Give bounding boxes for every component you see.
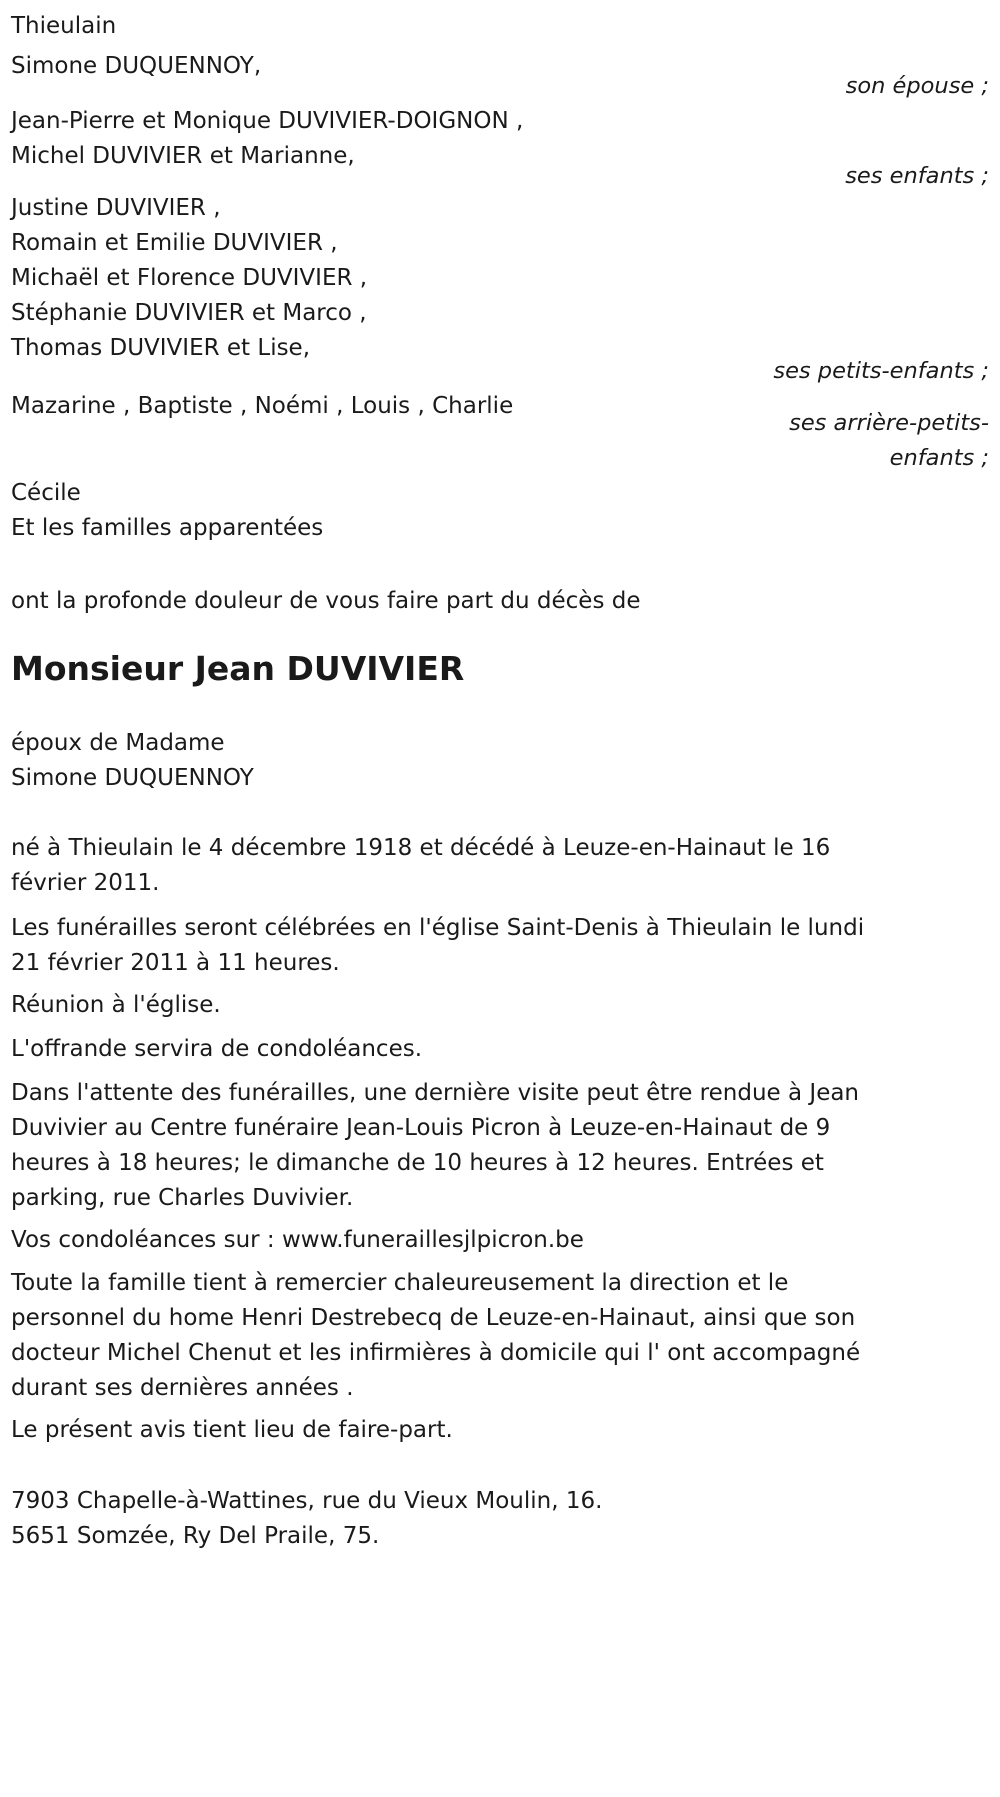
list-item: Michel DUVIVIER et Marianne, — [11, 143, 355, 169]
village-text: Thieulain — [11, 13, 117, 39]
list-item: Thomas DUVIVIER et Lise, — [11, 335, 311, 361]
list-item: Stéphanie DUVIVIER et Marco , — [11, 300, 367, 326]
announcement-text: ont la profonde douleur de vous faire part du décès de — [11, 588, 641, 614]
spouse-role: son épouse ; — [845, 73, 989, 99]
meeting-paragraph: Réunion à l'église. — [11, 992, 221, 1018]
grandchildren-role: ses petits-enfants ; — [773, 358, 989, 384]
offering-paragraph: L'offrande servira de condoléances. — [11, 1036, 423, 1062]
children-role: ses enfants ; — [845, 163, 989, 189]
condolences-paragraph: Vos condoléances sur : www.funeraillesjlpicron.be — [11, 1227, 584, 1253]
list-item: Jean-Pierre et Monique DUVIVIER-DOIGNON , — [11, 108, 524, 134]
addresses — [11, 1484, 891, 1554]
spouse-of-line: Simone DUQUENNOY — [11, 765, 254, 791]
visitation-paragraph: Dans l'attente des funérailles, une dernière visite peut être rendue à Jean Duvivier au Centre funéraire Jean-Louis Picron à Leuze-en-Hainaut de 9 heures à 18 heures; le dimanche de 10 heures à 12 heures. Entrées et parking, rue Charles Duvivier. — [11, 1080, 860, 1211]
list-item: Justine DUVIVIER , — [11, 195, 221, 221]
list-item: Cécile — [11, 480, 81, 506]
thanks-paragraph: Toute la famille tient à remercier chaleureusement la direction et le personnel du home Henri Destrebecq de Leuze-en-Hainaut, ainsi que son docteur Michel Chenut et les infirmières à domicile qui l' ont accompagné durant ses dernières années . — [11, 1270, 861, 1401]
birth-death-paragraph: né à Thieulain le 4 décembre 1918 et décédé à Leuze-en-Hainaut le 16 février 2011. — [11, 835, 831, 896]
great-grandchildren-role-line2: enfants ; — [889, 445, 989, 471]
list-item: Romain et Emilie DUVIVIER , — [11, 230, 338, 256]
grandchildren-list — [11, 191, 891, 366]
announcement — [11, 581, 891, 621]
other-relatives — [11, 476, 891, 546]
funeral-paragraph: Les funérailles seront célébrées en l'église Saint-Denis à Thieulain le lundi 21 février 2011 à 11 heures. — [11, 915, 865, 976]
great-grandchildren-role — [789, 406, 989, 476]
notice-paragraph: Le présent avis tient lieu de faire-part. — [11, 1417, 453, 1443]
spouse-of — [11, 726, 891, 796]
great-grandchildren-list — [11, 386, 891, 426]
address-line: 7903 Chapelle-à-Wattines, rue du Vieux Moulin, 16. — [11, 1488, 603, 1514]
spouse-text: Simone DUQUENNOY, — [11, 53, 262, 79]
list-item: Et les familles apparentées — [11, 515, 324, 541]
great-grandchildren-role-line1: ses arrière-petits- — [789, 410, 989, 436]
list-item: Michaël et Florence DUVIVIER , — [11, 265, 368, 291]
address-line: 5651 Somzée, Ry Del Praile, 75. — [11, 1523, 380, 1549]
spouse-of-line: époux de Madame — [11, 730, 225, 756]
village-name — [11, 6, 891, 46]
deceased-name: Monsieur Jean DUVIVIER — [11, 649, 465, 688]
great-grandchildren-text: Mazarine , Baptiste , Noémi , Louis , Charlie — [11, 393, 514, 419]
spouse-name — [11, 46, 891, 86]
children-list — [11, 101, 891, 176]
